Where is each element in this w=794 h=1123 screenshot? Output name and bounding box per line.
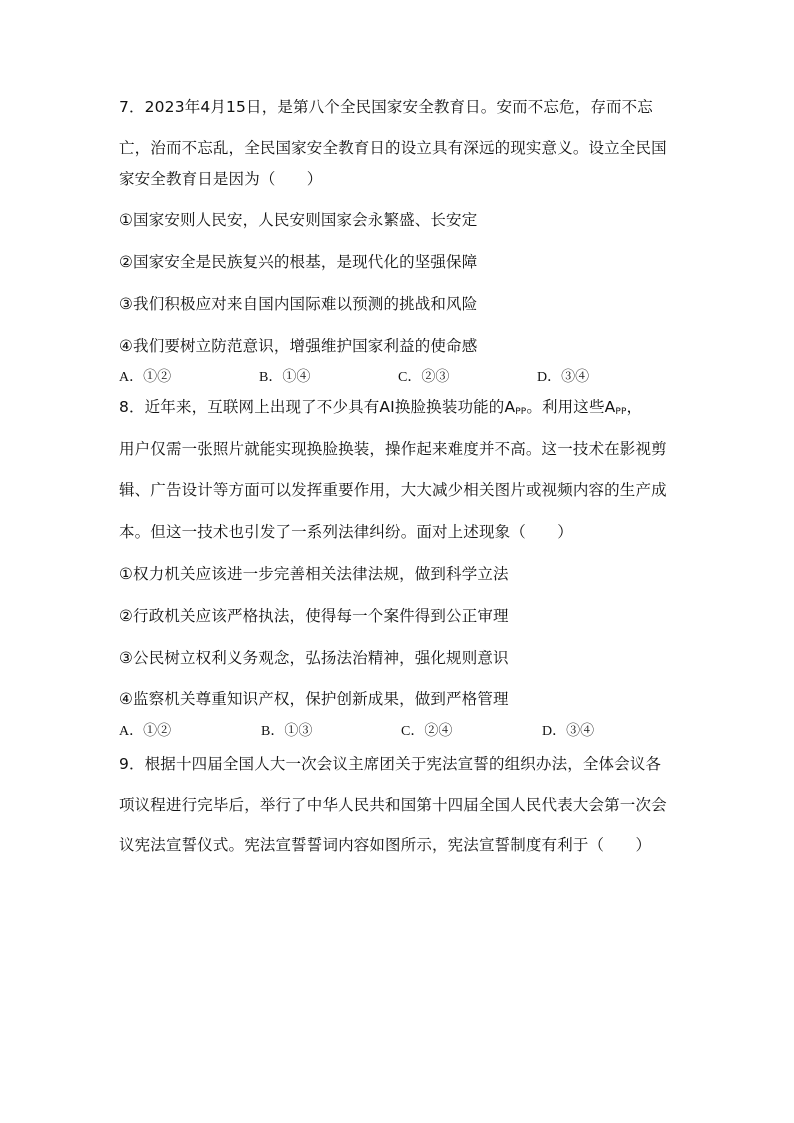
q8-stem-line-1-part-c: ， [626,398,643,416]
q9-stem-line-3: 议宪法宣誓仪式。宪法宣誓誓词内容如图所示，宪法宣誓制度有利于（ ） [119,836,652,854]
q7-statement-2: ②国家安全是民族复兴的根基，是现代化的坚强保障 [119,253,478,271]
q8-statement-4: ④监察机关尊重知识产权，保护创新成果，做到严格管理 [119,690,509,708]
q7-option-c[interactable]: C．②③ [398,370,450,385]
q7-statement-4: ④我们要树立防范意识，增强维护国家利益的使命感 [119,337,478,355]
q7-option-d[interactable]: D．③④ [537,370,590,385]
q9-stem-line-2: 项议程进行完毕后，举行了中华人民共和国第十四届全国人民代表大会第一次会 [119,796,667,814]
q8-stem-line-4: 本。但这一技术也引发了一系列法律纠纷。面对上述现象（ ） [119,523,573,541]
q8-option-a[interactable]: A．①② [119,724,172,739]
q7-stem-line-2: 亡，治而不忘乱，全民国家安全教育日的设立具有深远的现实意义。设立全民国 [119,139,667,157]
q7-statement-1: ①国家安则人民安，人民安则国家会永繁盛、长安定 [119,211,478,229]
q8-option-c[interactable]: C．②④ [401,724,453,739]
q8-statement-2: ②行政机关应该严格执法，使得每一个案件得到公正审理 [119,607,509,625]
q8-option-d[interactable]: D．③④ [542,724,595,739]
q7-option-b[interactable]: B．①④ [259,370,311,385]
q7-option-a[interactable]: A．①② [119,370,172,385]
q7-statement-3: ③我们积极应对来自国内国际难以预测的挑战和风险 [119,295,478,313]
q8-stem-line-2: 用户仅需一张照片就能实现换脸换装，操作起来难度并不高。这一技术在影视剪 [119,440,667,458]
q8-stem-line-1-part-a: 8．近年来，互联网上出现了不少具有AI换脸换装功能的A [119,398,516,416]
q8-stem-line-1 [119,397,679,422]
q9-stem-line-1: 9．根据十四届全国人大一次会议主席团关于宪法宣誓的组织办法，全体会议各 [119,755,662,773]
q8-stem-app-subscript-2: PP [615,407,627,417]
q8-answer-options [119,722,679,742]
q7-answer-options [119,368,679,388]
q8-statement-1: ①权力机关应该进一步完善相关法律法规，做到科学立法 [119,565,509,583]
q8-stem-line-1-part-b: 。利用这些A [526,398,616,416]
q8-option-b[interactable]: B．①③ [261,724,313,739]
q8-stem-line-3: 辑、广告设计等方面可以发挥重要作用，大大减少相关图片或视频内容的生产成 [119,481,667,499]
q7-stem-line-3: 家安全教育日是因为（ ） [119,170,323,188]
q8-stem-app-subscript-1: PP [515,407,527,417]
q8-statement-3: ③公民树立权利义务观念，弘扬法治精神，强化规则意识 [119,649,509,667]
q7-stem-line-1: 7．2023年4月15日，是第八个全民国家安全教育日。安而不忘危，存而不忘 [119,98,653,116]
